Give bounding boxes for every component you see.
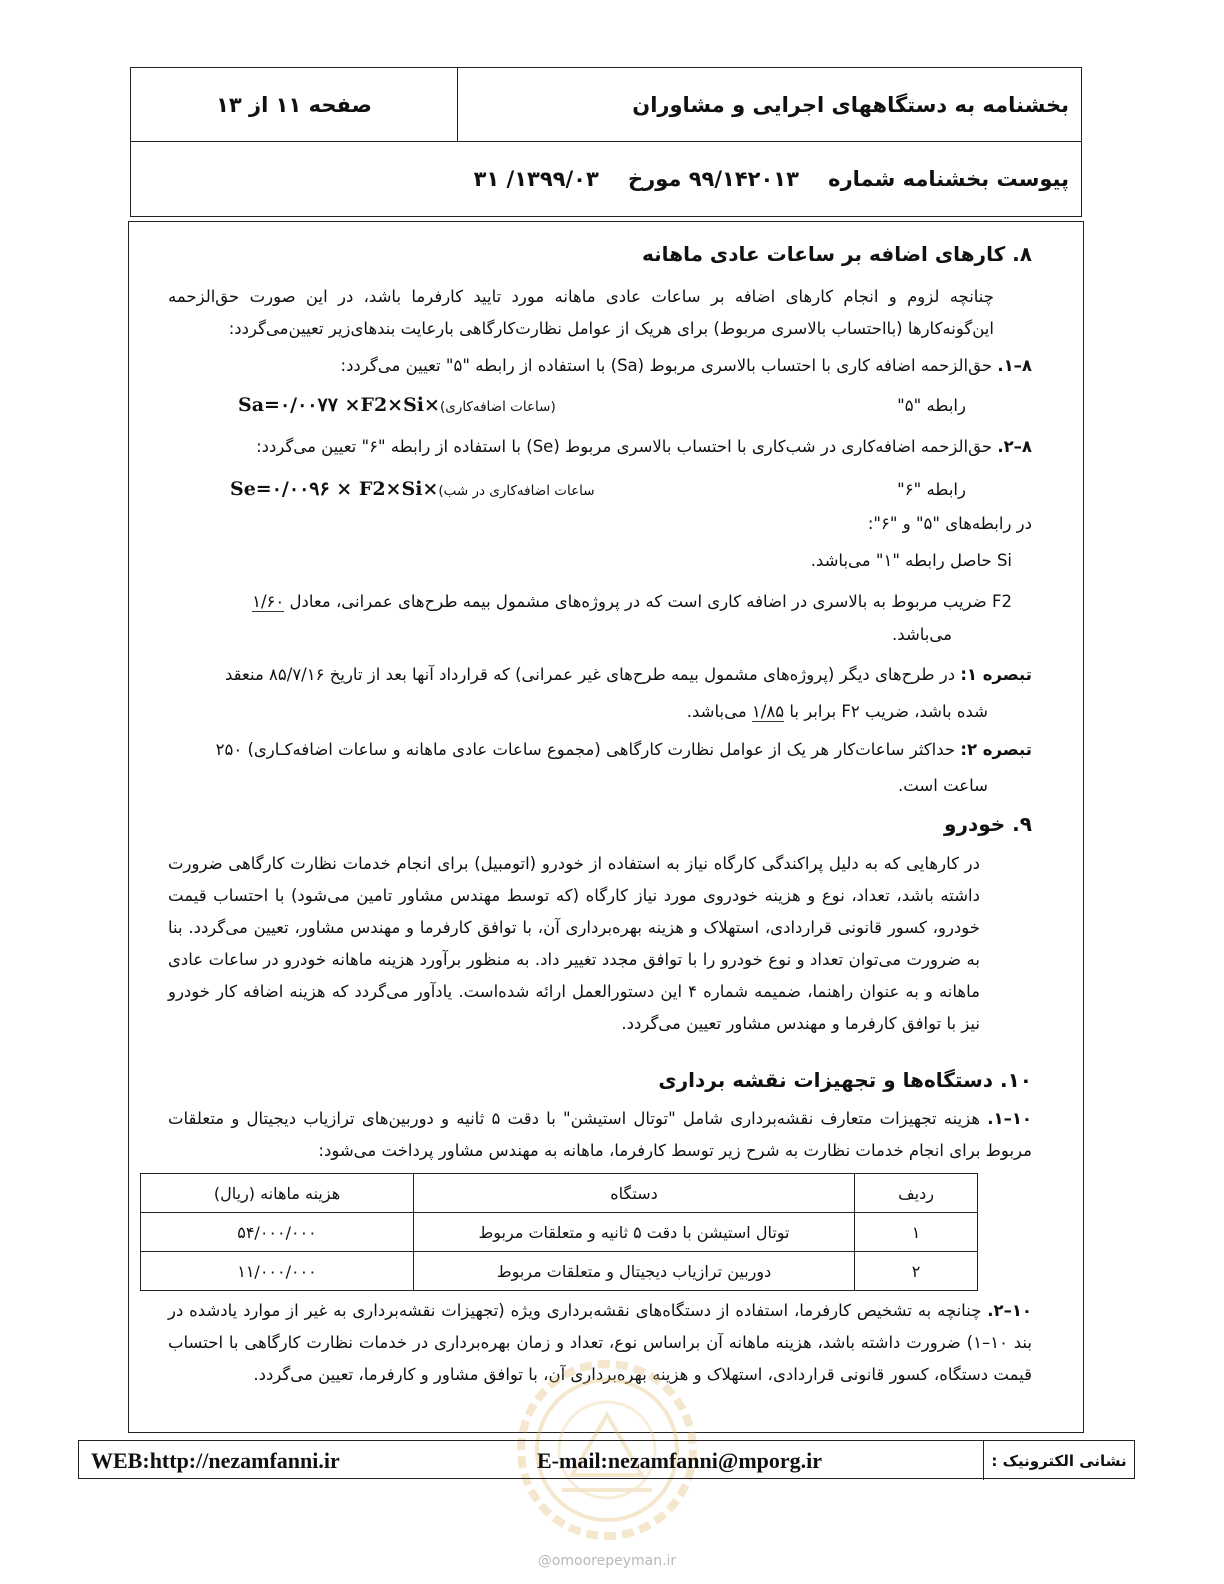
f2-definition-end: می‌باشد.	[892, 625, 952, 644]
note-2	[216, 740, 1032, 759]
section-9-title: ۹. خودرو	[944, 812, 1032, 836]
note-2-label: تبصره ۲:	[960, 740, 1032, 759]
annex-reference: پیوست بخشنامه شماره ۹۹/۱۴۲۰۱۳ مورخ ۱۳۹۹/۰۳/ ۳۱	[473, 166, 1069, 191]
surveying-cost-table	[140, 1173, 978, 1291]
note-1-text-3: می‌باشد.	[686, 702, 747, 721]
section-9-text: در کارهایی که به دلیل پراکندگی کارگاه نیاز به استفاده از خودرو (اتومبیل) برای انجام خدمات نظارت کارگاهی ضرورت داشته باشد، تعداد، نوع و هزینه خودروی مورد نیاز کارگاه (که توسط مهندس مشاور تامین می‌شود) با احتساب قیمت خودرو، کسور قانونی قراردادی، استهلاک و هزینه بهره‌برداری آن، با توافق کارفرما و مهندس مشاور، تعیین می‌گردد. بنا به ضرورت می‌توان تعداد و نوع خودرو را با توافق مجدد تغییر داد. به منظور برآورد هزینه ماهانه خودرو در ساعات عادی ماهانه و به عنوان راهنما، ضمیمه شماره ۴ این دستورالعمل ارائه شده‌است. یادآور می‌گردد که هزینه اضافه کار خودرو نیز با توافق کارفرما و مهندس مشاور تعیین می‌گردد.	[168, 854, 980, 1033]
clause-8-1-number: ۸–۱.	[997, 356, 1032, 375]
clause-10-2-text: چنانچه به تشخیص کارفرما، استفاده از دستگاه‌های نقشه‌برداری ویژه (تجهیزات نقشه‌برداری به غیر از موارد یادشده در بند ۱۰–۱) ضرورت داشته باشد، هزینه ماهانه آن براساس نوع، تعداد و زمان بهره‌برداری در خدمات نظارت کارگاهی با احتساب قیمت دستگاه، کسور قانونی قراردادی، استهلاک و هزینه بهره‌برداری آن، با توافق مشاور و کارفرما، تعیین می‌گردد.	[168, 1301, 1032, 1384]
note-2-text: حداکثر ساعات‌کار هر یک از عوامل نظارت کارگاهی (مجموع ساعات عادی ماهانه و ساعات اضافه‌کـاری) ۲۵۰	[215, 740, 956, 759]
document-title: بخشنامه به دستگاههای اجرایی و مشاوران	[632, 92, 1069, 117]
table-row	[141, 1252, 978, 1291]
relation-5-expression: Sa=۰/۰۰۷۷ ×F2×Si×	[238, 394, 440, 416]
f2-value: ۱/۶۰	[252, 592, 285, 611]
note-1-text-2: شده باشد، ضریب F۲ برابر با	[789, 702, 988, 721]
relation-6-expression: Se=۰/۰۰۹۶ × F2×Si×	[230, 478, 439, 500]
address-label: نشانی الکترونیک :	[983, 1441, 1134, 1480]
header-monthly-cost: هزینه ماهانه (ریال)	[141, 1174, 414, 1213]
device-name: توتال استیشن با دقت ۵ ثانیه و متعلقات مربوط	[414, 1213, 855, 1252]
document-header	[130, 67, 1082, 217]
clause-8-2	[256, 437, 1032, 456]
table-row	[141, 1213, 978, 1252]
header-row-number: ردیف	[855, 1174, 978, 1213]
clause-10-1-number: ۱۰–۱.	[987, 1109, 1033, 1128]
f2-definition	[252, 592, 1012, 611]
header-device: دستگاه	[414, 1174, 855, 1213]
email-address	[537, 1441, 822, 1480]
web-address	[91, 1441, 340, 1480]
section-8-title: ۸. کارهای اضافه بر ساعات عادی ماهانه	[642, 242, 1032, 266]
monthly-cost: ۱۱/۰۰۰/۰۰۰	[141, 1252, 414, 1291]
monthly-cost: ۵۴/۰۰۰/۰۰۰	[141, 1213, 414, 1252]
note-1	[225, 665, 1032, 684]
clause-8-2-text: حق‌الزحمه اضافه‌کاری در شب‌کاری با احتساب بالاسری مربوط (Se) با استفاده از رابطه "۶" تعیین می‌گردد:	[256, 437, 993, 456]
si-definition: Si حاصل رابطه "۱" می‌باشد.	[810, 551, 1012, 570]
relation-5-formula	[238, 394, 556, 416]
row-number: ۲	[855, 1252, 978, 1291]
contact-footer	[78, 1440, 1135, 1479]
clause-8-2-number: ۸–۲.	[997, 437, 1032, 456]
relation-5-paren: (ساعات اضافه‌کاری)	[439, 399, 556, 415]
note-1-continued	[687, 702, 988, 721]
table-header-row	[141, 1174, 978, 1213]
device-name: دوربین ترازیاب دیجیتال و متعلقات مربوط	[414, 1252, 855, 1291]
email-link[interactable]: nezamfanni@mporg.ir	[607, 1447, 823, 1473]
watermark-text: @omoorepeyman.ir	[537, 1553, 677, 1569]
clause-8-1	[341, 356, 1032, 375]
section-8-intro: چنانچه لزوم و انجام کارهای اضافه بر ساعات عادی ماهانه مورد تایید کارفرما باشد، در این صورت حق‌الزحمه این‌گونه‌کارها (بااحتساب بالاسری مربوط) برای هریک از عوامل نظارت‌کارگاهی بارعایت بندهای‌زیر تعیین‌می‌گردد:	[168, 287, 994, 338]
note-1-label: تبصره ۱:	[960, 665, 1032, 684]
note-2-continued: ساعت است.	[897, 776, 988, 795]
email-label: E-mail:	[537, 1447, 608, 1473]
f2-definition-text: F2 ضریب مربوط به بالاسری در اضافه کاری است که در پروژه‌های مشمول بیمه طرح‌های عمرانی، معادل	[289, 592, 1012, 611]
web-label: WEB:	[91, 1447, 150, 1473]
web-url-link[interactable]: http://nezamfanni.ir	[149, 1447, 340, 1473]
note-1-text: در طرح‌های دیگر (پروژه‌های مشمول بیمه طرح‌های غیر عمرانی) که قرارداد آنها بعد از تاریخ ۸۵/۷/۱۶ منعقد	[225, 665, 956, 684]
section-10-title: ۱۰. دستگاه‌ها و تجهیزات نقشه برداری	[658, 1068, 1032, 1092]
relation-6-label: رابطه "۶"	[897, 480, 966, 499]
row-number: ۱	[855, 1213, 978, 1252]
clause-10-2-number: ۱۰–۲.	[987, 1301, 1032, 1320]
relation-6-paren: (ساعات اضافه‌کاری در شب	[438, 483, 595, 499]
clause-10-1	[168, 1103, 1032, 1167]
relations-note: در رابطه‌های "۵" و "۶":	[867, 514, 1032, 533]
page-number: صفحه ۱۱ از ۱۳	[131, 68, 458, 141]
relation-6-formula	[230, 478, 595, 500]
clause-10-1-text: هزینه تجهیزات متعارف نقشه‌برداری شامل "توتال استیشن" با دقت ۵ ثانیه و دوربین‌های ترازیاب دیجیتال و متعلقات مربوط برای انجام خدمات نظارت به شرح زیر توسط کارفرما، ماهانه به مهندس مشاور پرداخت می‌شود:	[168, 1109, 1032, 1160]
relation-5-label: رابطه "۵"	[897, 396, 966, 415]
note-1-value: ۱/۸۵	[751, 702, 785, 721]
header-top-row	[131, 68, 1081, 142]
clause-8-1-text: حق‌الزحمه اضافه کاری با احتساب بالاسری مربوط (Sa) با استفاده از رابطه "۵" تعیین می‌گردد:	[340, 356, 993, 375]
